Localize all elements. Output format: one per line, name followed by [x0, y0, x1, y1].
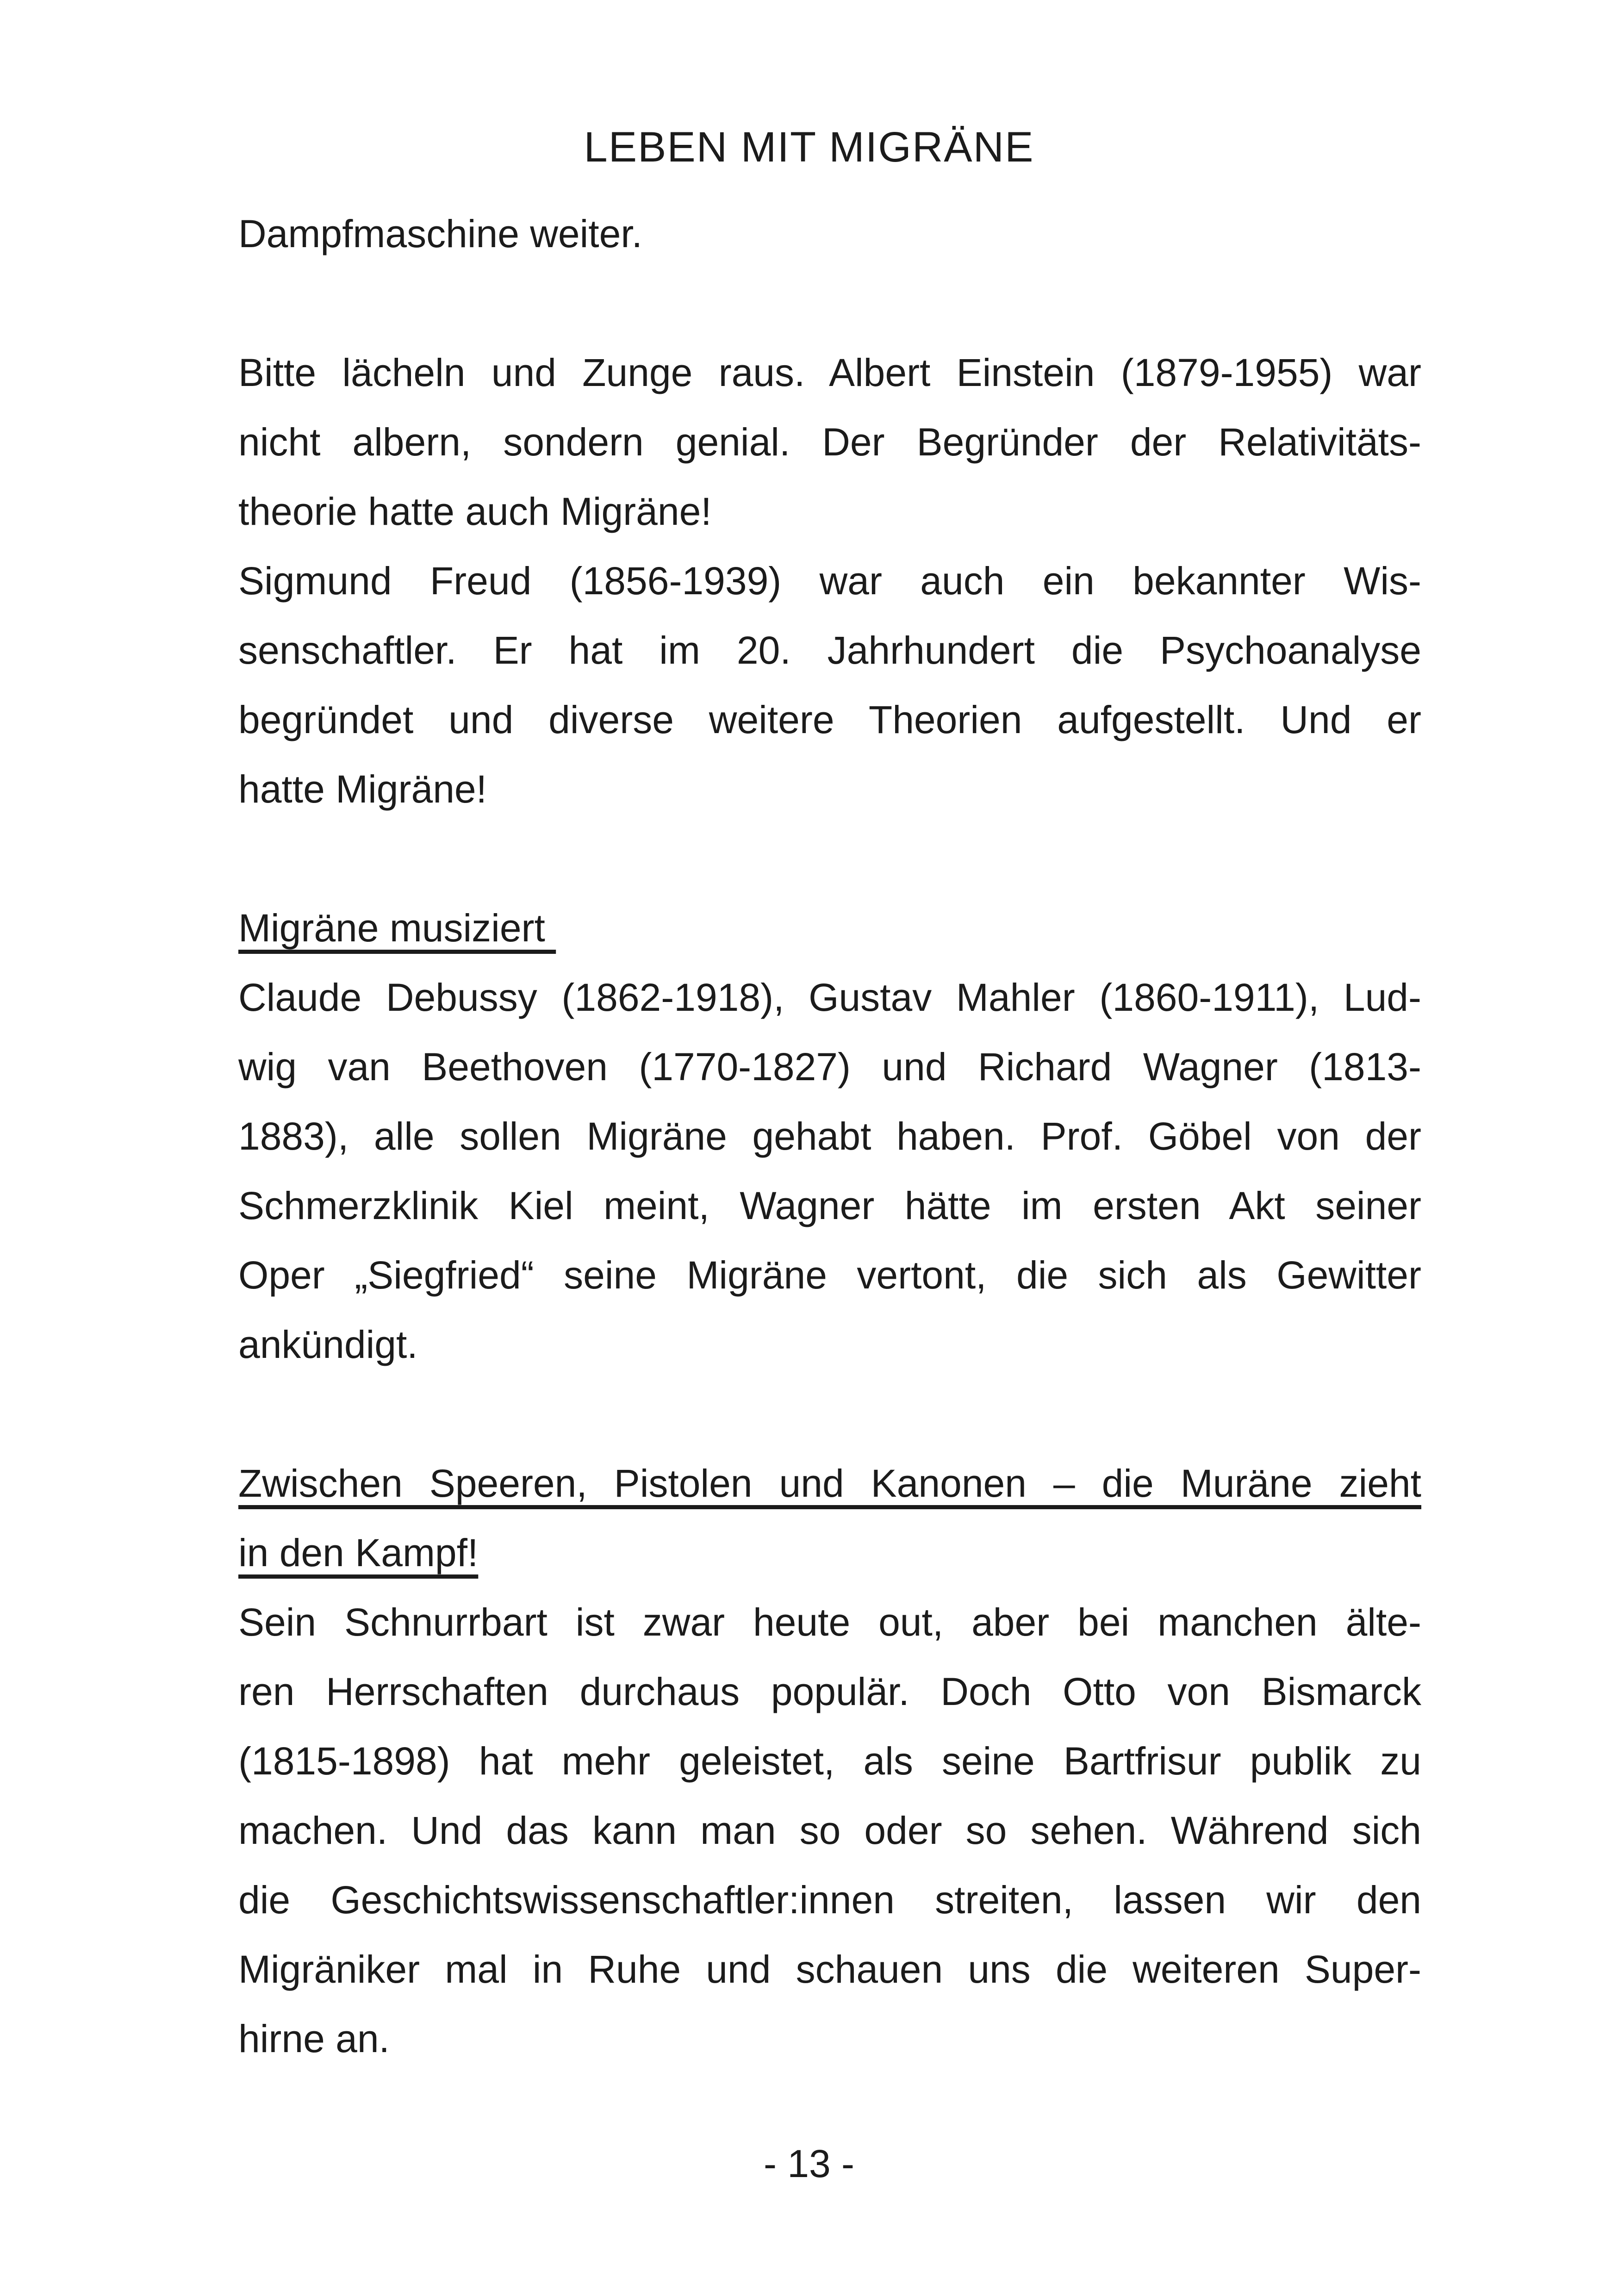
- blank-line: [238, 268, 1421, 338]
- text-line: nicht albern, sondern genial. Der Begründer der Relativitäts-: [238, 420, 1421, 464]
- text-line: die Geschichtswissenschaftler:innen streiten, lassen wir den: [238, 1878, 1421, 1922]
- text-line: theorie hatte auch Migräne!: [238, 490, 712, 533]
- blank-line: [238, 1379, 1421, 1449]
- heading-line: Zwischen Speeren, Pistolen und Kanonen – die Muräne zieht: [238, 1462, 1421, 1505]
- page-header: LEBEN MIT MIGRÄNE: [584, 124, 1034, 171]
- text-line: 1883), alle sollen Migräne gehabt haben. Prof. Göbel von der: [238, 1114, 1421, 1158]
- text-line: hirne an.: [238, 2017, 390, 2060]
- text-line: Sigmund Freud (1856-1939) war auch ein bekannter Wis-: [238, 559, 1421, 603]
- text-line: ankündigt.: [238, 1323, 418, 1366]
- text-line: Sein Schnurrbart ist zwar heute out, aber bei manchen älte-: [238, 1600, 1421, 1644]
- blank-line: [238, 824, 1421, 893]
- heading-line: in den Kampf!: [238, 1531, 479, 1574]
- text-line: Migräniker mal in Ruhe und schauen uns die weiteren Super-: [238, 1948, 1421, 1991]
- text-line: Schmerzklinik Kiel meint, Wagner hätte im ersten Akt seiner: [238, 1184, 1421, 1227]
- page-body: [238, 199, 1421, 2073]
- text-line: machen. Und das kann man so oder so sehen. Während sich: [238, 1809, 1421, 1852]
- text-line: ren Herrschaften durchaus populär. Doch Otto von Bismarck: [238, 1670, 1421, 1713]
- text-line: Bitte lächeln und Zunge raus. Albert Einstein (1879-1955) war: [238, 351, 1421, 394]
- text-line: wig van Beethoven (1770-1827) und Richard Wagner (1813-: [238, 1045, 1421, 1089]
- text-line: hatte Migräne!: [238, 767, 487, 811]
- text-line: (1815-1898) hat mehr geleistet, als seine Bartfrisur publik zu: [238, 1739, 1421, 1783]
- text-line: Claude Debussy (1862-1918), Gustav Mahler (1860-1911), Lud-: [238, 976, 1421, 1019]
- heading-line: Migräne musiziert: [238, 906, 556, 950]
- page-number: - 13 -: [763, 2142, 855, 2185]
- text-line: Dampfmaschine weiter.: [238, 212, 643, 255]
- text-line: Oper „Siegfried“ seine Migräne vertont, die sich als Gewitter: [238, 1253, 1421, 1297]
- text-line: begründet und diverse weitere Theorien aufgestellt. Und er: [238, 698, 1421, 741]
- text-line: senschaftler. Er hat im 20. Jahrhundert die Psychoanalyse: [238, 628, 1421, 672]
